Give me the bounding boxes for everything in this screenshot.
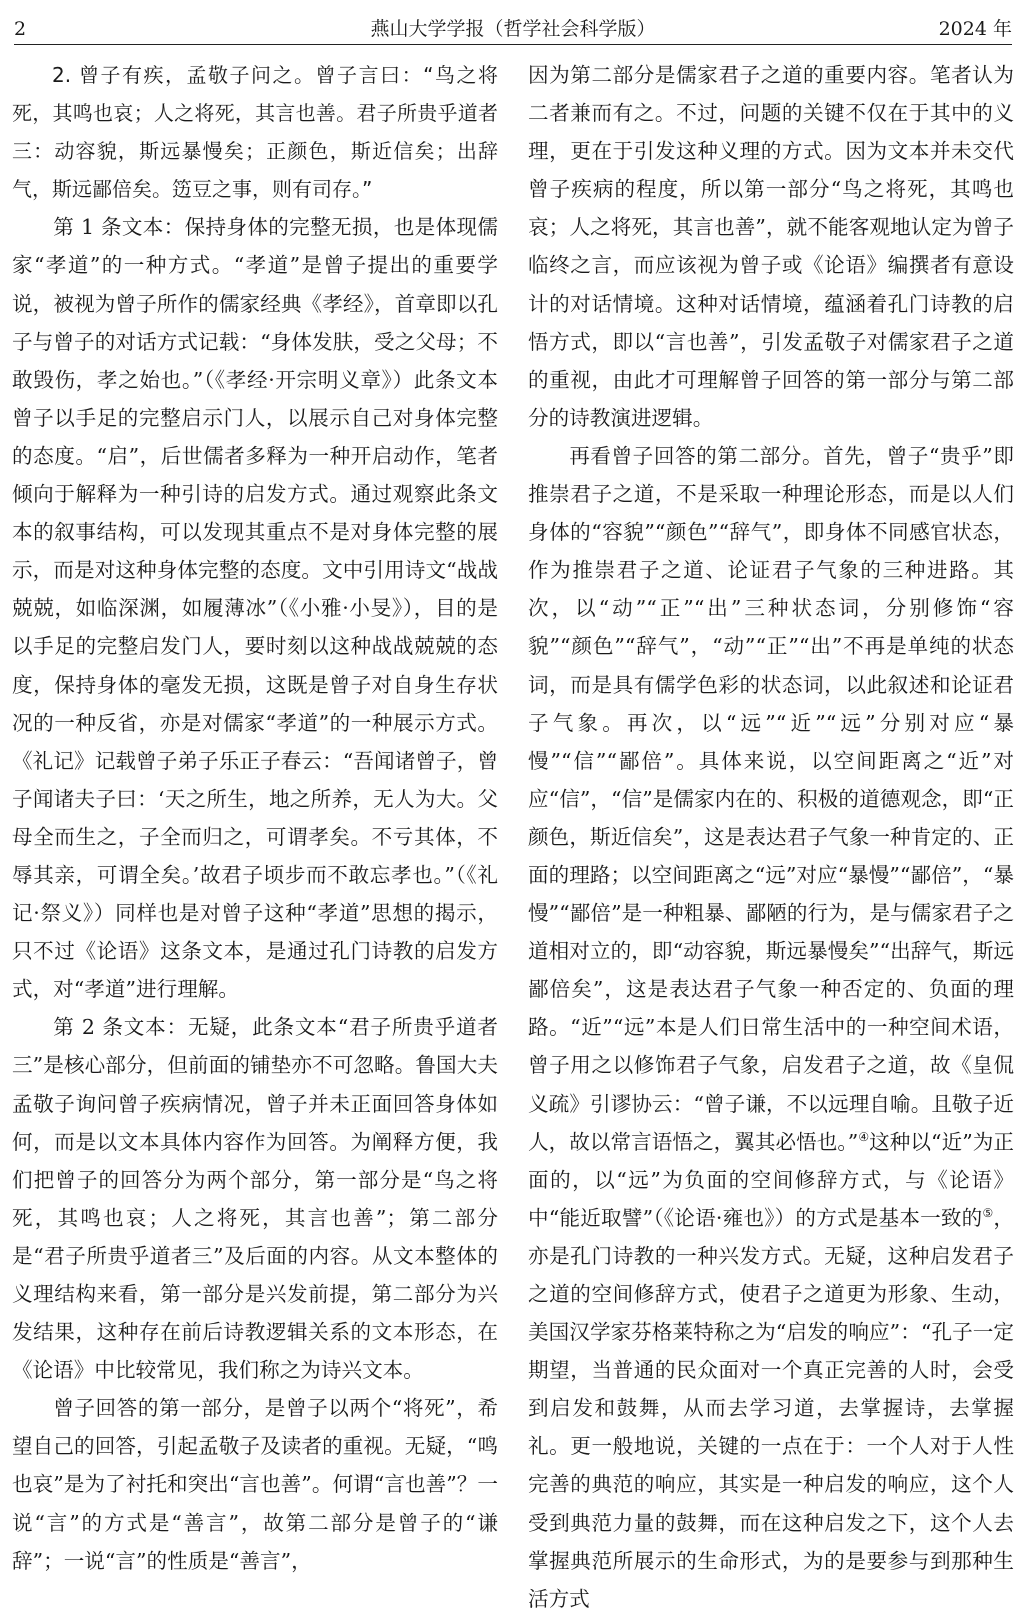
paragraph-text-2: 第 2 条文本：无疑，此条文本“君子所贵乎道者三”是核心部分，但前面的铺垫亦不可忽略。鲁国大夫孟敬子询问曾子疾病情况，曾子并未正面回答身体如何，而是以文本具体内容作为回答。为阐释方便，我们把曾子的回答分为两个部分，第一部分是“鸟之将死，其鸣也哀；人之将死，其言也善”；第二部分是“君子所贵乎道者三”及后面的内容。从文本整体的义理结构来看，第一部分是兴发前提，第二部分为兴发结果，这种存在前后诗教逻辑关系的文本形态，在《论语》中比较常见，我们称之为诗兴文本。 [12, 1015, 498, 1383]
page-number: 2 [14, 18, 27, 40]
paragraph-segment: 再看曾子回答的第二部分。首先，曾子“贵乎”即推崇君子之道，不是采取一种理论形态，而是以人们身体的“容貌”“颜色”“辞气”，即身体不同感官状态，作为推崇君子之道、论证君子气象的三种进路。其次，以“动”“正”“出”三种状态词，分别修饰“容貌”“颜色”“辞气”，“动”“正”“出”不再是单纯的状态词，而是具有儒学色彩的状态词，以此叙述和论证君子气象。再次，以“远”“近”“远”分别对应“暴慢”“信”“鄙倍”。具体来说，以空间距离之“近”对应“信”，“信”是儒家内在的、积极的道德观念，即“正颜色，斯近信矣”，这是表达君子气象一种肯定的、正面的理路；以空间距离之“远”对应“暴慢”“鄙倍”，“暴慢”“鄙倍”是一种粗暴、鄙陋的行为，是与儒家君子之道相对立的，即“动容貌，斯远暴慢矣”“出辞气，斯远鄙倍矣”，这是表达君子气象一种否定的、负面的理路。“近”“远”本是人们日常生活中的一种空间术语，曾子用之以修饰君子气象，启发君子之道，故《皇侃义疏》引谬协云：“曾子谦，不以远理自喻。且敬子近人，故以常言语悟之，翼其必悟也。” [528, 443, 1014, 1154]
journal-title: 燕山大学学报（哲学社会科学版） [370, 18, 656, 40]
footnote-marker-5[interactable]: ⑤ [982, 1205, 994, 1220]
left-column [12, 56, 498, 1580]
paragraph-continued: 因为第二部分是儒家君子之道的重要内容。笔者认为二者兼而有之。不过，问题的关键不仅在于其中的义理，更在于引发这种义理的方式。因为文本并未交代曾子疾病的程度，所以第一部分“鸟之将死，其鸣也哀；人之将死，其言也善”，就不能客观地认定为曾子临终之言，而应该视为曾子或《论语》编撰者有意设计的对话情境。这种对话情境，蕴涵着孔门诗教的启悟方式，即以“言也善”，引发孟敬子对儒家君子之道的重视，由此才可理解曾子回答的第一部分与第二部分的诗教演进逻辑。 [528, 63, 1014, 430]
quoted-passage: 2. 曾子有疾，孟敬子问之。曾子言曰：“鸟之将死，其鸣也哀；人之将死，其言也善。君子所贵乎道者三：动容貌，斯远暴慢矣；正颜色，斯近信矣；出辞气，斯远鄙倍矣。笾豆之事，则有司存。” [12, 63, 498, 202]
running-header [14, 10, 1012, 45]
paragraph-segment: ，亦是孔门诗教的一种兴发方式。无疑，这种启发君子之道的空间修辞方式，使君子之道更为形象、生动，美国汉学家芬格莱特称之为“启发的响应”：“孔子一定期望，当普通的民众面对一个真正完善的人时，会受到启发和鼓舞，从而去学习道，去掌握诗，去掌握礼。更一般地说，关键的一点在于：一个人对于人性完善的典范的响应，其实是一种启发的响应，这个人受到典范力量的鼓舞，而在这种启发之下，这个人去掌握典范所展示的生命形式，为的是要参与到那种生活方式 [528, 1205, 1014, 1611]
paragraph-second-part [528, 437, 1014, 1618]
paragraph-first-part: 曾子回答的第一部分，是曾子以两个“将死”，希望自己的回答，引起孟敬子及读者的重视。无疑，“鸣也哀”是为了衬托和突出“言也善”。何谓“言也善”？一说“言”的方式是“善言”，故第二部分是曾子的“谦辞”；一说“言”的性质是“善言”， [12, 1396, 498, 1573]
paragraph-segment: 这种以“近”为正面的，以“远”为负面的空间修辞方式，与《论语》中“能近取譬”（《论语·雍也》）的方式是基本一致的 [528, 1129, 1014, 1230]
right-column [528, 56, 1014, 1618]
footnote-marker-4[interactable]: ④ [858, 1129, 870, 1144]
publication-year: 2024 年 [938, 18, 1012, 40]
paragraph-text-1: 第 1 条文本：保持身体的完整无损，也是体现儒家“孝道”的一种方式。“孝道”是曾子提出的重要学说，被视为曾子所作的儒家经典《孝经》，首章即以孔子与曾子的对话方式记载：“身体发肤，受之父母；不敢毁伤，孝之始也。”（《孝经·开宗明义章》）此条文本曾子以手足的完整启示门人，以展示自己对身体完整的态度。“启”，后世儒者多释为一种开启动作，笔者倾向于解释为一种引诗的启发方式。通过观察此条文本的叙事结构，可以发现其重点不是对身体完整的展示，而是对这种身体完整的态度。文中引用诗文“战战兢兢，如临深渊，如履薄冰”（《小雅·小旻》），目的是以手足的完整启发门人，要时刻以这种战战兢兢的态度，保持身体的毫发无损，这既是曾子对自身生存状况的一种反省，亦是对儒家“孝道”的一种展示方式。《礼记》记载曾子弟子乐正子春云：“吾闻诸曾子，曾子闻诸夫子曰：‘天之所生，地之所养，无人为大。父母全而生之，子全而归之，可谓孝矣。不亏其体，不辱其亲，可谓全矣。’故君子顷步而不敢忘孝也。”（《礼记·祭义》）同样也是对曾子这种“孝道”思想的揭示，只不过《论语》这条文本，是通过孔门诗教的启发方式，对“孝道”进行理解。 [12, 215, 498, 1002]
